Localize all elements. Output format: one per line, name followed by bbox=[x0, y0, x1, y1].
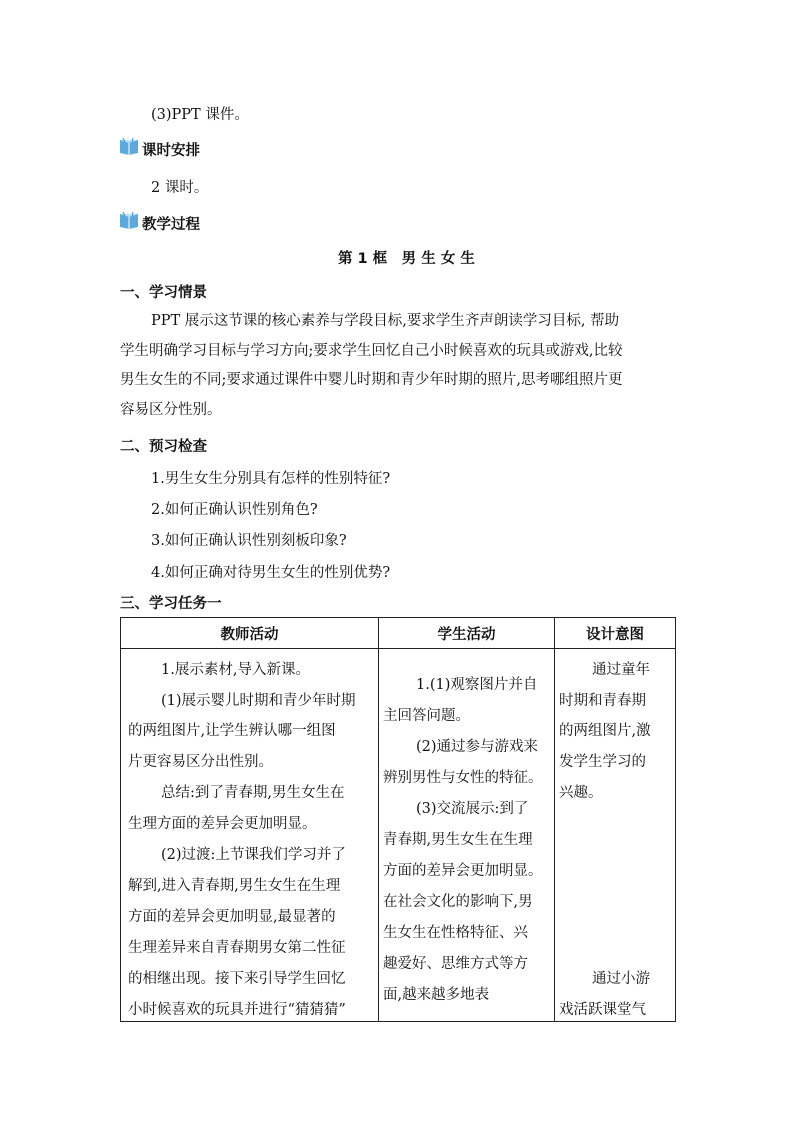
paragraph-line: 男生女生的不同;要求通过课件中婴儿时期和青少年时期的照片,思考哪组照片更 bbox=[120, 372, 623, 388]
cell-line: (2)过渡:上节课我们学习并了 bbox=[161, 847, 346, 863]
cell-line: 生理方面的差异会更加明显。 bbox=[128, 816, 317, 832]
paragraph-line: 容易区分性别。 bbox=[120, 401, 222, 418]
preview-question: 1.男生女生分别具有怎样的性别特征? bbox=[151, 471, 391, 487]
cell-line: 辨别男性与女性的特征。 bbox=[383, 770, 543, 786]
cell-line: 1.展示素材,导入新课。 bbox=[161, 662, 310, 678]
cell-line: 主回答问题。 bbox=[383, 708, 470, 724]
paragraph-line: 学生明确学习目标与学习方向;要求学生回忆自己小时候喜欢的玩具或游戏,比较 bbox=[120, 342, 623, 359]
paragraph-line: PPT 展示这节课的核心素养与学段目标,要求学生齐声朗读学习目标, 帮助 bbox=[151, 313, 620, 329]
table-header-row bbox=[121, 618, 676, 649]
cell-line: 片更容易区分出性别。 bbox=[128, 754, 273, 770]
task-table bbox=[120, 617, 676, 1022]
cell-line: 方面的差异会更加明显。 bbox=[383, 863, 543, 879]
book-icon bbox=[119, 137, 139, 155]
book-icon bbox=[119, 211, 139, 229]
part1-paragraph bbox=[120, 307, 682, 425]
cell-line: 兴趣。 bbox=[559, 785, 603, 801]
cell-line: 解到,进入青春期,男生女生在生理 bbox=[128, 878, 341, 894]
preview-question: 4.如何正确对待男生女生的性别优势? bbox=[151, 565, 391, 581]
header-teacher: 教师活动 bbox=[121, 618, 379, 649]
materials-item: (3)PPT 课件。 bbox=[151, 107, 249, 123]
teacher-cell bbox=[121, 649, 379, 1022]
cell-line: 方面的差异会更加明显,最显著的 bbox=[128, 909, 336, 925]
header-student: 学生活动 bbox=[379, 618, 555, 649]
cell-line: 戏活跃课堂气 bbox=[559, 1002, 646, 1018]
cell-line: 1.(1)观察图片并自 bbox=[416, 677, 538, 693]
preview-question: 3.如何正确认识性别刻板印象? bbox=[151, 533, 347, 549]
cell-line: 的两组图片,激 bbox=[559, 723, 651, 739]
cell-line: 通过童年 bbox=[592, 662, 650, 678]
cell-line: 趣爱好、思维方式等方 bbox=[383, 956, 528, 972]
cell-line: 的相继出现。接下来引导学生回忆 bbox=[128, 971, 346, 987]
cell-line: 总结:到了青春期,男生女生在 bbox=[161, 785, 345, 801]
cell-line: 的两组图片,让学生辨认哪一组图 bbox=[128, 723, 336, 739]
cell-line: 小时候喜欢的玩具并进行“猜猜猜” bbox=[128, 1002, 346, 1018]
cell-line: (2)通过参与游戏来 bbox=[416, 739, 539, 755]
table-row bbox=[121, 649, 676, 1022]
cell-line: 通过小游 bbox=[592, 971, 650, 987]
student-cell bbox=[379, 649, 555, 1022]
cell-line: 发学生学习的 bbox=[559, 754, 646, 770]
lesson-title: 第 1 框 男 生 女 生 bbox=[338, 251, 475, 267]
part3-heading: 三、学习任务一 bbox=[120, 596, 222, 612]
part2-heading: 二、预习检查 bbox=[120, 439, 207, 455]
schedule-text: 2 课时。 bbox=[151, 180, 209, 196]
cell-line: 时期和青春期 bbox=[559, 693, 646, 709]
cell-line: 生理差异来自青春期男女第二性征 bbox=[128, 940, 346, 956]
cell-line: 生女生在性格特征、兴 bbox=[383, 925, 528, 941]
part1-heading: 一、学习情景 bbox=[120, 285, 207, 301]
cell-line: (1)展示婴儿时期和青少年时期 bbox=[161, 693, 356, 709]
section-title-process: 教学过程 bbox=[142, 217, 200, 233]
cell-line: 在社会文化的影响下,男 bbox=[383, 894, 533, 910]
cell-line: 青春期,男生女生在生理 bbox=[383, 832, 533, 848]
header-intent: 设计意图 bbox=[555, 618, 676, 649]
cell-line: (3)交流展示:到了 bbox=[416, 801, 529, 817]
cell-line: 面,越来越多地表 bbox=[383, 987, 490, 1003]
intent-cell bbox=[555, 649, 676, 1022]
preview-question: 2.如何正确认识性别角色? bbox=[151, 502, 318, 518]
section-title-schedule: 课时安排 bbox=[142, 143, 200, 159]
